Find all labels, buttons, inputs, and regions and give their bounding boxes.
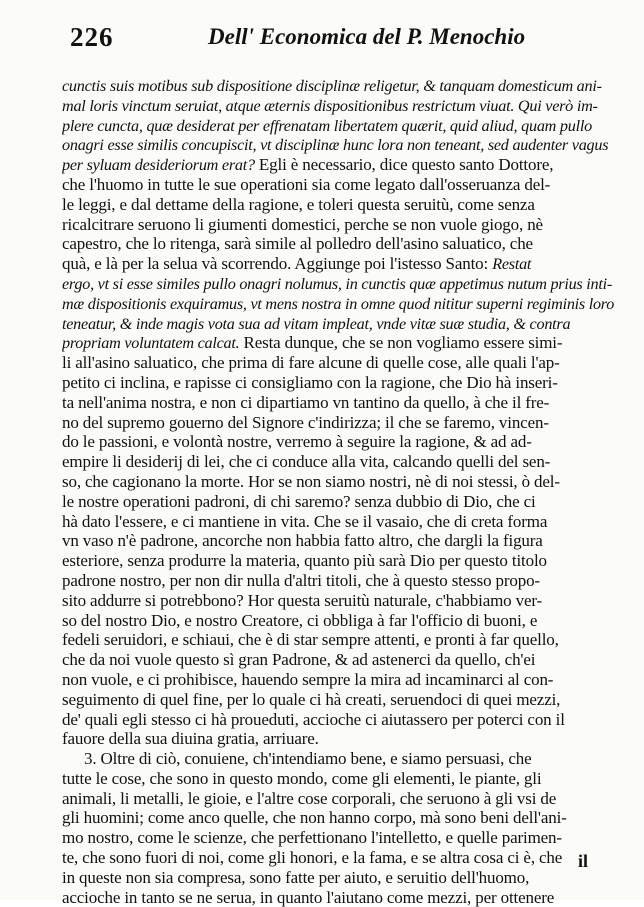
italian-text: Egli è necessario, dice questo santo Dottore,: [254, 155, 554, 175]
text-line: [62, 848, 614, 868]
text-line: [62, 314, 614, 334]
text-line: [62, 591, 614, 611]
latin-quote-text: teneatur, & inde magis vota sua ad vitam impleat, vnde vitæ suæ studia, & contra: [62, 314, 571, 333]
italian-text: so del nostro Dio, e nostro Creatore, ci obbliga à far l'officio di buoni, e: [62, 610, 538, 630]
italian-text: 3. Oltre di ciò, conuiene, ch'intendiamo bene, e siamo persuasi, che: [84, 749, 532, 769]
latin-quote-text: ergo, vt si esse similes pullo onagri nolumus, in cunctis quæ appetimus nutum prius inti-: [62, 274, 612, 293]
text-line: [62, 393, 614, 413]
text-line: [62, 690, 614, 710]
text-line: [62, 630, 614, 650]
text-line: [62, 432, 614, 452]
text-line: [62, 116, 614, 136]
italian-text: te, che sono fuori di noi, come gli honori, e la fama, e se altra cosa ci è, che: [62, 848, 563, 868]
italian-text: gli huomini; come anco quelle, che non hanno corpo, mà sono beni dell'ani-: [62, 808, 567, 828]
latin-quote-text: propriam voluntatem calcat.: [62, 334, 240, 353]
running-title: Dell' Economica del P. Menochio: [208, 24, 526, 49]
italian-text: padrone nostro, per non dir nulla d'altri titoli, che à questo stesso propo-: [62, 570, 540, 590]
italian-text: empire li desiderij di lei, che ci conduce alla vita, calcando quelli del sen-: [62, 452, 551, 472]
text-line: [62, 808, 614, 828]
page-header: [70, 22, 618, 62]
italian-text: do le passioni, e volontà nostre, verremo à seguire la ragione, & ad ad-: [62, 432, 532, 452]
text-line: [62, 551, 614, 571]
text-line: [62, 749, 614, 769]
italian-text: che da noi vuole questo sì gran Padrone, & ad astenerci da quello, ch'ei: [62, 650, 536, 670]
italian-text: so, che cagionano la morte. Hor se non siamo nostri, nè di noi stessi, ò del-: [62, 471, 560, 491]
text-line: [62, 472, 614, 492]
italian-text: petito ci inclina, e rapisse ci consigliamo con la ragione, che Dio hà inseri-: [62, 372, 558, 392]
italian-text: no del supremo gouerno del Signore c'indirizza; il che se faremo, vincen-: [62, 412, 549, 432]
latin-quote-text: mal loris vinctum seruiat, atque æternis dispositionibus restrictum viuat. Qui verò im-: [62, 96, 598, 115]
text-line: [62, 234, 614, 254]
text-line: [62, 333, 614, 353]
text-line: [62, 413, 614, 433]
italian-text: quà, e là per la selua và scorrendo. Aggiunge poi l'istesso Santo:: [62, 254, 493, 274]
text-line: [62, 868, 614, 888]
text-line: [62, 373, 614, 393]
italian-text: le nostre operationi padroni, di chi saremo? senza dubbio di Dio, che ci: [62, 491, 536, 511]
italian-text: fedeli seruidori, e schiaui, che è di star sempre attenti, e pronti à far quello,: [62, 630, 559, 650]
latin-quote-text: mæ dispositionis exquiramus, vt mens nostra in omne quod nititur superni regiminis loro: [62, 294, 615, 313]
page-number: 226: [70, 22, 114, 52]
latin-quote-text: cunctis suis motibus sub dispositione disciplinæ religetur, & tanquam domesticum ani-: [62, 77, 602, 95]
text-line: [62, 195, 614, 215]
italian-text: ta nell'anima nostra, e non ci dipartiamo vn tantino da quello, à che il fre-: [62, 392, 550, 412]
text-line: [62, 254, 614, 274]
text-line: [62, 828, 614, 848]
italian-text: fauore della sua diuina gratia, arriuare.: [62, 729, 319, 749]
catchword: il: [578, 851, 589, 871]
text-line: [62, 215, 614, 235]
text-line: [62, 96, 614, 116]
italian-text: accioche in tanto se ne serua, in quanto l'aiutano come mezzi, per ottenere: [62, 887, 555, 907]
latin-quote-text: onagri esse similis concupiscit, vt disciplinæ hunc lora non teneant, sed audenter vagus: [62, 136, 609, 155]
italian-text: in queste non sia compresa, sono fatte per aiuto, e seruitio dell'huomo,: [62, 867, 530, 887]
text-line: [62, 531, 614, 551]
italian-text: ricalcitrare seruono li giumenti domestici, perche se non vuole giogo, nè: [62, 214, 543, 234]
text-line: [62, 492, 614, 512]
italian-text: de' quali egli stesso ci hà proueduti, accioche ci aiutassero per poterci con il: [62, 709, 565, 729]
italian-text: hà dato l'essere, e ci mantiene in vita. Che se il vasaio, che di creta forma: [62, 511, 548, 531]
italian-text: sito addurre si potrebbono? Hor questa seruitù naturale, c'habbiamo ver-: [62, 590, 543, 610]
text-line: [62, 670, 614, 690]
latin-quote-text: Restat: [492, 255, 532, 274]
italian-text: che l'huomo in tutte le sue operationi sia come legato dall'osseruanza del-: [62, 174, 551, 194]
body-text: [62, 76, 614, 907]
text-line: [62, 710, 614, 730]
italian-text: le leggi, e dal dettame della ragione, e toleri questa seruitù, come senza: [62, 194, 535, 214]
text-line: [62, 571, 614, 591]
text-line: [62, 650, 614, 670]
text-line: [62, 611, 614, 631]
latin-quote-text: plere cuncta, quæ desiderat per effrenatam libertatem quærit, quid aliud, quam pullo: [62, 116, 592, 135]
italian-text: tutte le cose, che sono in questo mondo, come gli elementi, le piante, gli: [62, 768, 542, 788]
italian-text: animali, li metalli, le gioie, e l'altre cose corporali, che seruono à gli vsi de: [62, 788, 557, 808]
text-line: [62, 76, 614, 96]
text-line: [62, 789, 614, 809]
text-line: [62, 512, 614, 532]
text-line: [62, 175, 614, 195]
text-line: [62, 729, 614, 749]
italian-text: seguimento di quel fine, per lo quale ci hà creati, seruendoci di quei mezzi,: [62, 689, 561, 709]
italian-text: vn vaso n'è padrone, ancorche non habbia fatto altro, che dargli la figura: [62, 531, 543, 551]
italian-text: esteriore, senza produrre la materia, quanto più sarà Dio per questo titolo: [62, 551, 547, 571]
text-line: [62, 888, 614, 907]
text-line: [62, 294, 614, 314]
text-line: [62, 452, 614, 472]
italian-text: capestro, che lo ritenga, sarà simile al polledro dell'asino saluatico, che: [62, 234, 533, 254]
italian-text: Resta dunque, che se non vogliamo essere simi-: [239, 333, 563, 353]
italian-text: li all'asino saluatico, che prima di fare alcune di quelle cose, alle quali l'ap-: [62, 353, 560, 373]
text-line: [62, 769, 614, 789]
text-line: [62, 274, 614, 294]
italian-text: non vuole, e ci prohibisce, hauendo sempre la mira ad incaminarci al con-: [62, 669, 554, 689]
latin-quote-text: per syluam desideriorum erat?: [62, 156, 255, 175]
text-line: [62, 135, 614, 155]
text-line: [62, 155, 614, 175]
text-line: [62, 353, 614, 373]
italian-text: mo nostro, come le scienze, che perfettionano l'intelletto, e quelle parimen-: [62, 828, 562, 848]
